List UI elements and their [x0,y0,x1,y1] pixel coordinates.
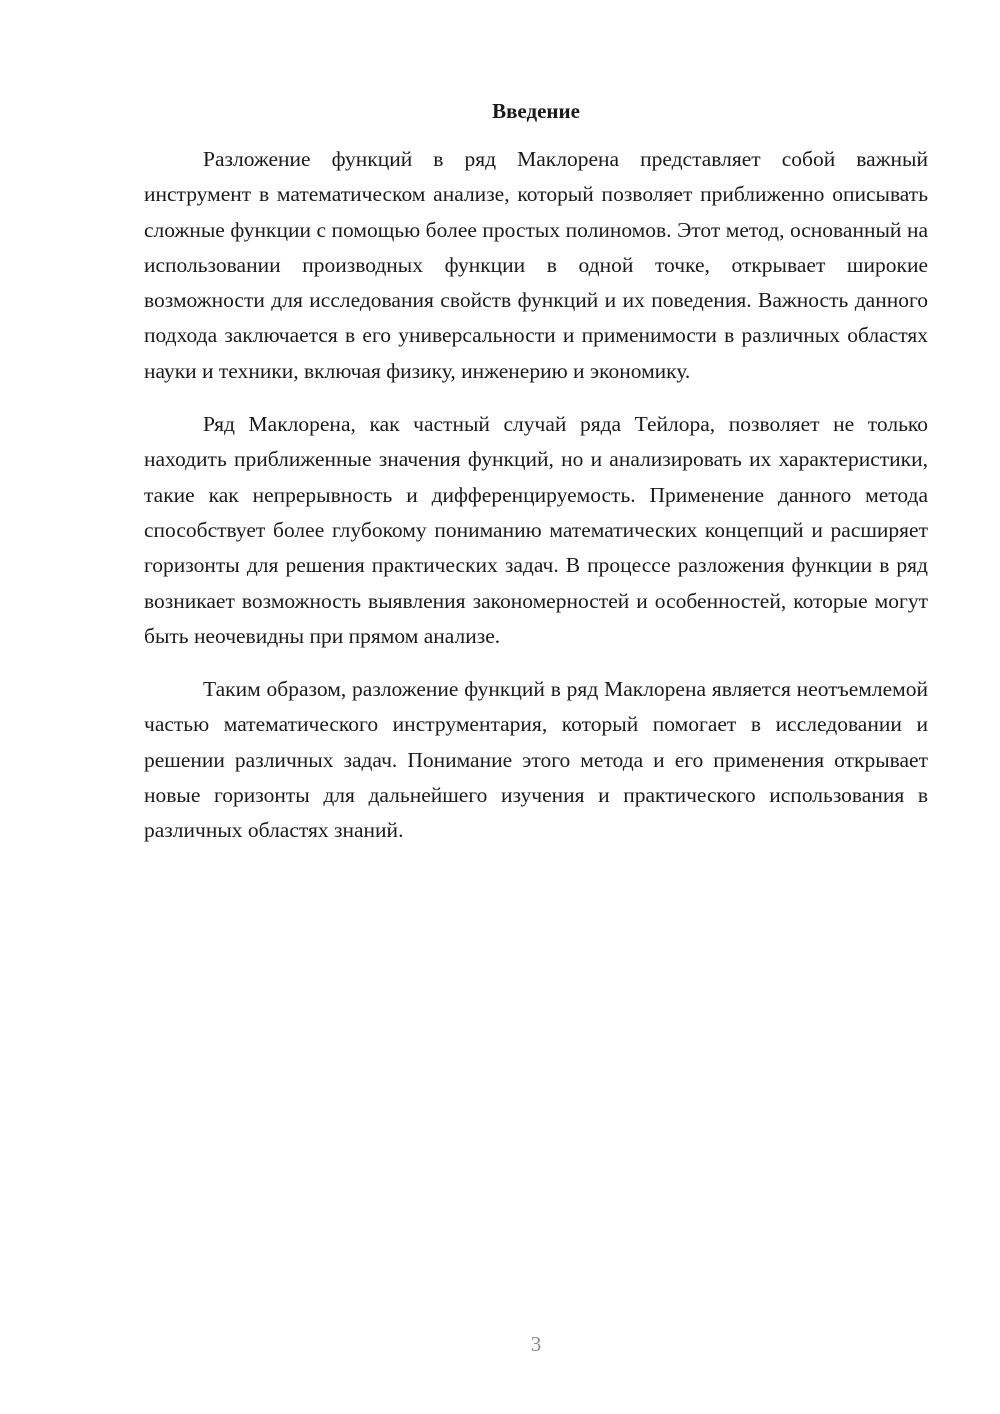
paragraph-3: Таким образом, разложение функций в ряд Маклорена является неотъемлемой частью математического инструментария, который помогает в исследовании и решении различных задач. Понимание этого метода и его применения открывает новые горизонты для дальнейшего изучения и практического использования в различных областях знаний. [144,677,928,843]
paragraph-2: Ряд Маклорена, как частный случай ряда Тейлора, позволяет не только находить приближенные значения функций, но и анализировать их характеристики, такие как непрерывность и дифференцируемость. Применение данного метода способствует более глубокому пониманию математических концепций и расширяет горизонты для решения практических задач. В процессе разложения функции в ряд возникает возможность выявления закономерностей и особенностей, которые могут быть неочевидны при прямом анализе. [144,412,928,648]
section-heading: Введение [492,99,580,123]
page-number: 3 [530,1332,542,1356]
paragraph-1: Разложение функций в ряд Маклорена представляет собой важный инструмент в математическом анализе, который позволяет приближенно описывать сложные функции с помощью более простых полиномов. Этот метод, основанный на использовании производных функции в одной точке, открывает широкие возможности для исследования свойств функций и их поведения. Важность данного подхода заключается в его универсальности и применимости в различных областях науки и техники, включая физику, инженерию и экономику. [144,147,928,383]
body-text [144,142,928,867]
